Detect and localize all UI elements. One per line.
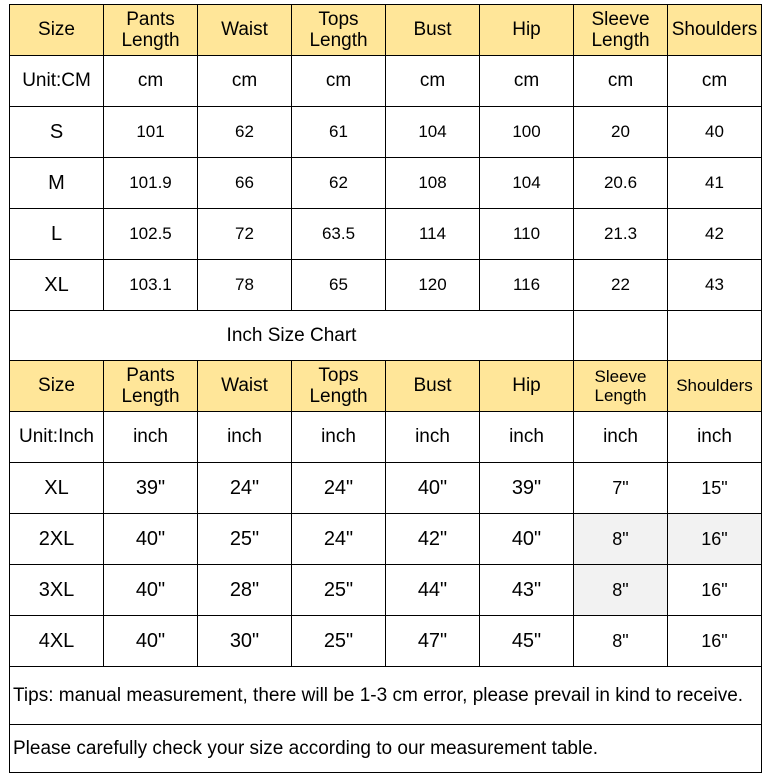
value-cell: 114	[386, 209, 480, 260]
value-cell: 8"	[574, 565, 668, 616]
inch-header-row	[10, 361, 762, 412]
header-bust: Bust	[386, 361, 480, 412]
header-hip: Hip	[480, 361, 574, 412]
header-pants-length: Pants Length	[104, 5, 198, 56]
unit-label: Unit:Inch	[10, 412, 104, 463]
value-cell: 25"	[292, 616, 386, 667]
value-cell: 66	[198, 158, 292, 209]
inch-title-row	[10, 311, 762, 361]
size-cell: XL	[10, 260, 104, 311]
size-cell: 4XL	[10, 616, 104, 667]
value-cell: 39"	[104, 463, 198, 514]
header-size: Size	[10, 5, 104, 56]
size-cell: L	[10, 209, 104, 260]
table-row	[10, 209, 762, 260]
unit-cell: cm	[668, 56, 762, 107]
unit-cell: inch	[386, 412, 480, 463]
value-cell: 40"	[480, 514, 574, 565]
value-cell: 120	[386, 260, 480, 311]
size-cell: XL	[10, 463, 104, 514]
inch-unit-row	[10, 412, 762, 463]
value-cell: 101.9	[104, 158, 198, 209]
value-cell: 24"	[292, 463, 386, 514]
unit-cell: inch	[574, 412, 668, 463]
value-cell: 24"	[292, 514, 386, 565]
value-cell: 47"	[386, 616, 480, 667]
value-cell: 42	[668, 209, 762, 260]
header-hip: Hip	[480, 5, 574, 56]
value-cell: 15"	[668, 463, 762, 514]
value-cell: 22	[574, 260, 668, 311]
value-cell: 21.3	[574, 209, 668, 260]
value-cell: 43	[668, 260, 762, 311]
value-cell: 25"	[198, 514, 292, 565]
size-chart-sheet	[9, 4, 762, 773]
table-row	[10, 514, 762, 565]
value-cell: 40"	[104, 514, 198, 565]
table-row	[10, 565, 762, 616]
header-bust: Bust	[386, 5, 480, 56]
value-cell: 102.5	[104, 209, 198, 260]
value-cell: 16"	[668, 616, 762, 667]
value-cell: 40"	[386, 463, 480, 514]
value-cell: 24"	[198, 463, 292, 514]
value-cell: 7"	[574, 463, 668, 514]
size-cell: M	[10, 158, 104, 209]
header-shoulders: Shoulders	[668, 5, 762, 56]
value-cell: 100	[480, 107, 574, 158]
value-cell: 30"	[198, 616, 292, 667]
unit-cell: inch	[668, 412, 762, 463]
value-cell: 39"	[480, 463, 574, 514]
tips-text: Tips: manual measurement, there will be 1-3 cm error, please prevail in kind to receive.	[10, 667, 762, 725]
size-chart-table	[9, 4, 762, 773]
cm-unit-row	[10, 56, 762, 107]
value-cell: 28"	[198, 565, 292, 616]
header-waist: Waist	[198, 5, 292, 56]
value-cell: 104	[386, 107, 480, 158]
size-cell: S	[10, 107, 104, 158]
value-cell: 41	[668, 158, 762, 209]
value-cell: 116	[480, 260, 574, 311]
unit-cell: inch	[480, 412, 574, 463]
unit-cell: cm	[574, 56, 668, 107]
unit-cell: inch	[104, 412, 198, 463]
header-sleeve-length: Sleeve Length	[574, 361, 668, 412]
unit-cell: cm	[386, 56, 480, 107]
value-cell: 62	[292, 158, 386, 209]
unit-cell: cm	[104, 56, 198, 107]
value-cell: 40"	[104, 565, 198, 616]
value-cell: 63.5	[292, 209, 386, 260]
table-row	[10, 158, 762, 209]
header-sleeve-length: Sleeve Length	[574, 5, 668, 56]
unit-cell: cm	[480, 56, 574, 107]
blank-cell	[668, 311, 762, 361]
value-cell: 101	[104, 107, 198, 158]
note-text: Please carefully check your size according to our measurement table.	[10, 725, 762, 773]
unit-cell: inch	[292, 412, 386, 463]
inch-chart-title: Inch Size Chart	[10, 311, 574, 361]
value-cell: 20	[574, 107, 668, 158]
unit-cell: cm	[292, 56, 386, 107]
value-cell: 110	[480, 209, 574, 260]
value-cell: 44"	[386, 565, 480, 616]
cm-header-row	[10, 5, 762, 56]
value-cell: 61	[292, 107, 386, 158]
value-cell: 16"	[668, 565, 762, 616]
value-cell: 104	[480, 158, 574, 209]
table-row	[10, 107, 762, 158]
header-tops-length: Tops Length	[292, 361, 386, 412]
unit-cell: inch	[198, 412, 292, 463]
blank-cell	[574, 311, 668, 361]
value-cell: 20.6	[574, 158, 668, 209]
note-row	[10, 725, 762, 773]
value-cell: 72	[198, 209, 292, 260]
tips-row	[10, 667, 762, 725]
header-shoulders: Shoulders	[668, 361, 762, 412]
value-cell: 42"	[386, 514, 480, 565]
value-cell: 78	[198, 260, 292, 311]
value-cell: 45"	[480, 616, 574, 667]
value-cell: 40"	[104, 616, 198, 667]
header-tops-length: Tops Length	[292, 5, 386, 56]
table-row	[10, 260, 762, 311]
value-cell: 65	[292, 260, 386, 311]
size-cell: 2XL	[10, 514, 104, 565]
value-cell: 62	[198, 107, 292, 158]
unit-cell: cm	[198, 56, 292, 107]
value-cell: 8"	[574, 616, 668, 667]
value-cell: 108	[386, 158, 480, 209]
value-cell: 8"	[574, 514, 668, 565]
size-cell: 3XL	[10, 565, 104, 616]
value-cell: 43"	[480, 565, 574, 616]
unit-label: Unit:CM	[10, 56, 104, 107]
value-cell: 40	[668, 107, 762, 158]
value-cell: 103.1	[104, 260, 198, 311]
header-waist: Waist	[198, 361, 292, 412]
table-row	[10, 463, 762, 514]
value-cell: 16"	[668, 514, 762, 565]
value-cell: 25"	[292, 565, 386, 616]
header-pants-length: Pants Length	[104, 361, 198, 412]
table-row	[10, 616, 762, 667]
header-size: Size	[10, 361, 104, 412]
